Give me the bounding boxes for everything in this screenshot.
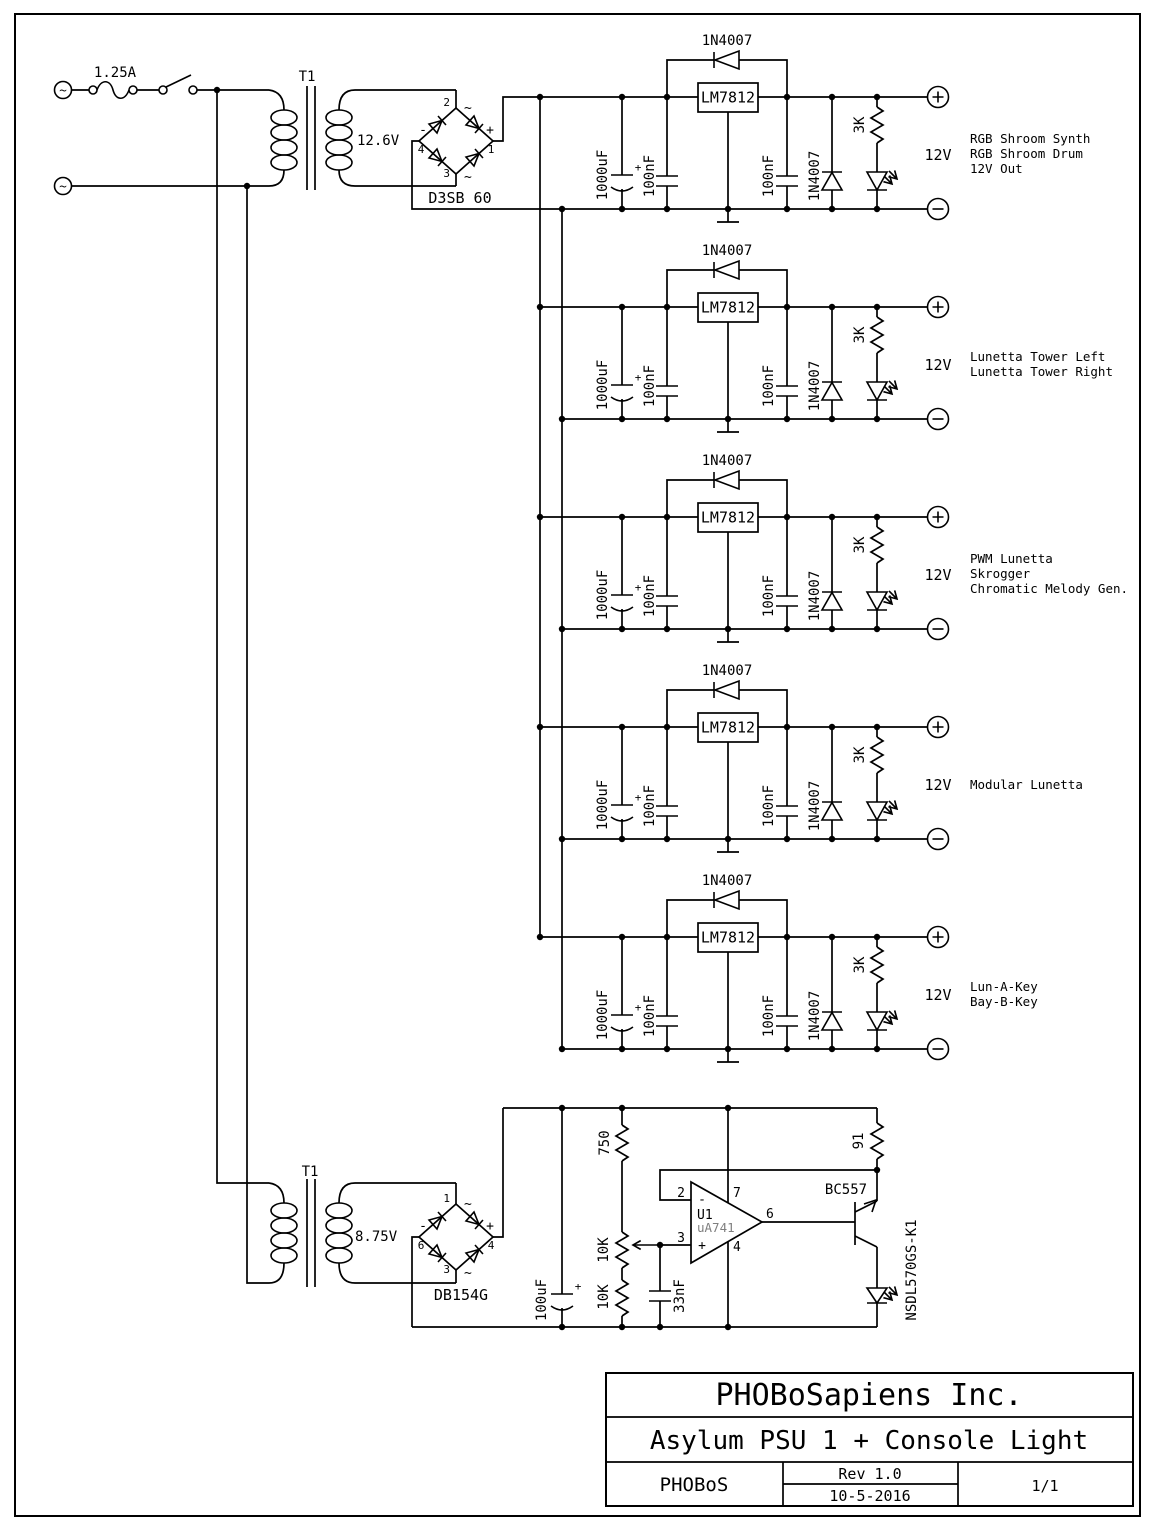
output-labels-section-5 — [970, 979, 1038, 1009]
drawing-title: Asylum PSU 1 + Console Light — [649, 1426, 1089, 1456]
dc-distribution-buses — [540, 97, 562, 1049]
secondary-voltage-label: 8.75V — [355, 1229, 398, 1245]
regulator-section-3 — [537, 453, 952, 642]
bridge-part-label: D3SB 60 — [428, 189, 492, 207]
output-label: Chromatic Melody Gen. — [970, 581, 1129, 596]
transistor-icon — [825, 1182, 877, 1247]
transformer-core-icon — [307, 86, 315, 190]
output-labels-section-1 — [970, 131, 1090, 176]
output-label: PWM Lunetta — [970, 551, 1053, 566]
bridge-rectifier-bottom — [412, 1108, 503, 1327]
transformer-ref-label: T1 — [301, 1164, 319, 1180]
output-labels-section-3 — [970, 551, 1128, 596]
output-label: Bay-B-Key — [970, 994, 1038, 1009]
fuse-icon — [89, 65, 137, 98]
console-led-icon — [867, 1219, 920, 1320]
output-labels-section-2 — [970, 349, 1113, 379]
filter-capacitor — [534, 1279, 582, 1321]
secondary-voltage-label: 12.6V — [357, 133, 400, 149]
opamp-inverting-mark: - — [698, 1192, 706, 1208]
ac-source-symbol: ~ — [59, 82, 67, 98]
bridge-pin-label: 1 — [487, 143, 495, 156]
bridge-part-label: DB154G — [433, 1286, 489, 1304]
company-name: PHOBoSapiens Inc. — [715, 1378, 1023, 1413]
bridge-pin-label: 4 — [417, 143, 425, 156]
transformer-core-icon — [307, 1179, 315, 1287]
opamp-ref-label: U1 — [697, 1208, 713, 1223]
bridge-pin-label: 2 — [443, 96, 450, 109]
feedback-resistor — [851, 1123, 883, 1159]
output-label: Lunetta Tower Left — [970, 349, 1106, 364]
opamp-pin-label: 2 — [677, 1186, 685, 1201]
opamp-pin-label: 4 — [733, 1240, 741, 1255]
divider-resistor-top — [597, 1125, 628, 1161]
transformer-top — [269, 69, 456, 190]
opamp-part-label: uA741 — [697, 1220, 735, 1235]
output-label: Skrogger — [970, 566, 1031, 581]
output-labels-section-4 — [970, 777, 1083, 792]
primary-feed-buses — [217, 90, 269, 1283]
opamp-pin-label: 7 — [733, 1186, 741, 1201]
output-label: RGB Shroom Drum — [970, 146, 1083, 161]
regulator-section-1 — [537, 33, 952, 222]
output-label: 12V Out — [970, 161, 1023, 176]
noise-capacitor — [649, 1279, 688, 1313]
output-label: Lunetta Tower Right — [970, 364, 1113, 379]
output-label: Modular Lunetta — [970, 777, 1083, 792]
regulator-section-4 — [537, 663, 952, 852]
bridge-ac-mark: ~ — [464, 101, 472, 116]
console-led-label: NSDL570GS-K1 — [904, 1219, 920, 1321]
opamp-pin-label: 3 — [677, 1231, 685, 1246]
resistor-label: 91 — [851, 1132, 867, 1150]
bridge-ac-mark: ~ — [464, 1197, 472, 1212]
resistor-label: 10K — [596, 1284, 612, 1310]
regulator-section-5 — [537, 873, 952, 1062]
transformer-ref-label: T1 — [298, 69, 316, 85]
bridge-pin-label: 3 — [443, 1263, 450, 1276]
bridge-plus-mark: + — [486, 123, 494, 138]
title-block — [606, 1373, 1133, 1506]
polarity-plus-mark: + — [574, 1280, 582, 1293]
output-label: RGB Shroom Synth — [970, 131, 1091, 146]
bridge-ac-mark: ~ — [464, 1266, 472, 1281]
power-switch-icon — [159, 75, 197, 94]
potentiometer — [596, 1232, 660, 1268]
bridge-plus-mark: + — [486, 1219, 494, 1234]
transistor-label: BC557 — [824, 1182, 868, 1198]
bridge-pin-label: 1 — [443, 1192, 450, 1205]
output-label: Lun-A-Key — [970, 979, 1038, 994]
bridge-pin-label: 4 — [487, 1239, 495, 1252]
author-name: PHOBoS — [659, 1474, 729, 1496]
bridge-ac-mark: ~ — [464, 170, 472, 185]
fuse-rating-label: 1.25A — [93, 65, 137, 81]
opamp-pin-label: 6 — [766, 1207, 774, 1222]
resistor-label: 750 — [597, 1130, 613, 1156]
sheet-number: 1/1 — [1031, 1477, 1059, 1495]
opamp-noninverting-mark: + — [698, 1238, 706, 1254]
regulator-section-2 — [537, 243, 952, 432]
bridge-minus-mark: - — [419, 1219, 427, 1234]
potentiometer-label: 10K — [596, 1237, 612, 1263]
filter-capacitor-label: 100uF — [534, 1278, 550, 1322]
noise-capacitor-label: 33nF — [672, 1279, 688, 1313]
bridge-minus-mark: - — [419, 123, 427, 138]
transformer-bottom — [269, 1164, 456, 1287]
ac-input — [55, 65, 270, 195]
opamp — [677, 1182, 774, 1263]
console-light-circuit — [412, 1105, 920, 1330]
divider-resistor-bottom — [596, 1280, 628, 1316]
ac-source-symbol: ~ — [59, 178, 67, 194]
revision-label: Rev 1.0 — [838, 1465, 902, 1483]
bridge-pin-label: 3 — [443, 167, 450, 180]
bridge-pin-label: 6 — [417, 1239, 425, 1252]
date-label: 10-5-2016 — [829, 1487, 911, 1505]
